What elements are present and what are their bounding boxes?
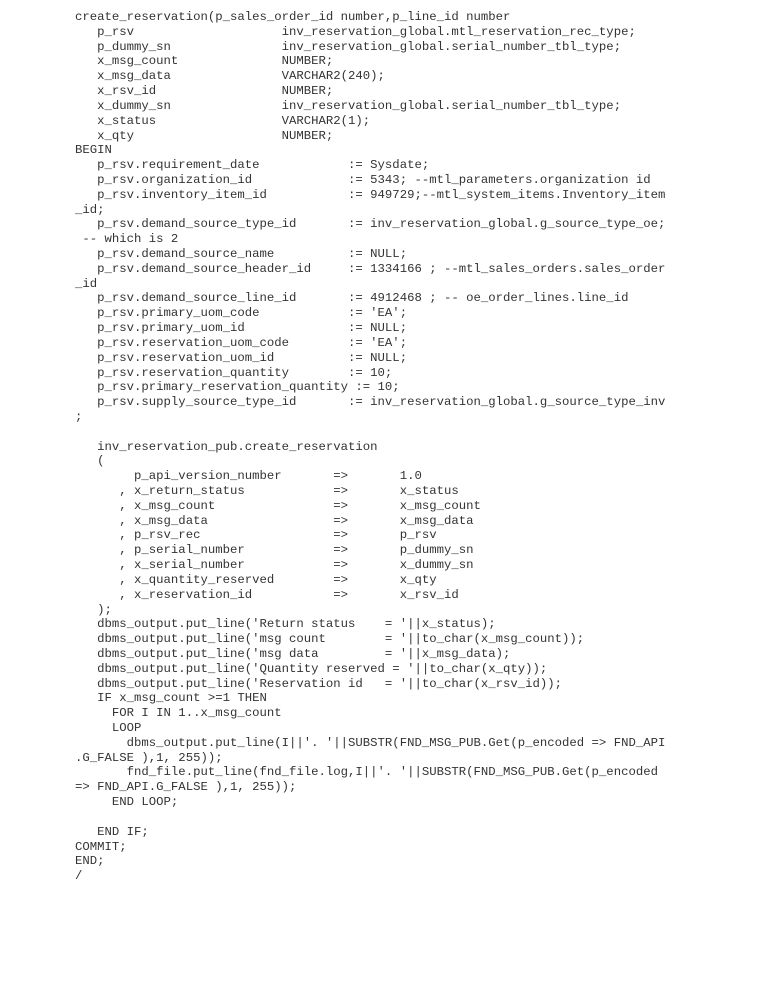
code-line: p_rsv.inventory_item_id := 949729;--mtl_system_items.Inventory_item bbox=[75, 187, 666, 202]
code-line bbox=[75, 810, 755, 825]
code-line: , x_serial_number => x_dummy_sn bbox=[75, 558, 474, 573]
code-line: , p_serial_number => p_dummy_sn bbox=[75, 543, 474, 558]
code-line: p_rsv.reservation_uom_code := 'EA'; bbox=[75, 335, 408, 350]
code-line: -- which is 2 bbox=[75, 232, 179, 247]
code-line: p_rsv.primary_reservation_quantity := 10; bbox=[75, 380, 400, 395]
code-line: x_msg_data VARCHAR2(240); bbox=[75, 69, 385, 84]
code-line: dbms_output.put_line('msg data = '||x_msg_data); bbox=[75, 646, 511, 661]
code-line: END; bbox=[75, 854, 105, 869]
code-line: p_rsv.reservation_uom_id := NULL; bbox=[75, 350, 408, 365]
code-line: p_rsv.requirement_date := Sysdate; bbox=[75, 158, 430, 173]
code-line: p_rsv.organization_id := 5343; --mtl_parameters.organization id bbox=[75, 172, 651, 187]
code-line: p_rsv.primary_uom_code := 'EA'; bbox=[75, 306, 408, 321]
code-line: END LOOP; bbox=[75, 795, 179, 810]
code-line: BEGIN bbox=[75, 143, 112, 158]
code-line: _id; bbox=[75, 202, 105, 217]
code-line: inv_reservation_pub.create_reservation bbox=[75, 439, 378, 454]
code-line: p_rsv inv_reservation_global.mtl_reservation_rec_type; bbox=[75, 24, 636, 39]
code-line: p_rsv.demand_source_header_id := 1334166 ; --mtl_sales_orders.sales_order bbox=[75, 261, 666, 276]
code-line: p_rsv.demand_source_type_id := inv_reservation_global.g_source_type_oe; bbox=[75, 217, 666, 232]
code-line: _id bbox=[75, 276, 98, 291]
code-line: IF x_msg_count >=1 THEN bbox=[75, 691, 267, 706]
code-line: dbms_output.put_line('msg count = '||to_char(x_msg_count)); bbox=[75, 632, 585, 647]
code-line: , p_rsv_rec => p_rsv bbox=[75, 528, 437, 543]
code-line: ( bbox=[75, 454, 105, 469]
code-line: , x_msg_count => x_msg_count bbox=[75, 498, 481, 513]
code-line: ); bbox=[75, 602, 112, 617]
code-line: LOOP bbox=[75, 721, 142, 735]
code-line: , x_msg_data => x_msg_data bbox=[75, 513, 474, 528]
code-line: p_rsv.demand_source_name := NULL; bbox=[75, 247, 408, 261]
code-line: ; bbox=[75, 409, 83, 424]
code-line: x_rsv_id NUMBER; bbox=[75, 84, 334, 99]
code-line: / bbox=[75, 869, 83, 884]
code-line: END IF; bbox=[75, 824, 149, 839]
code-line: dbms_output.put_line(I||'. '||SUBSTR(FND_MSG_PUB.Get(p_encoded => FND_API bbox=[75, 735, 666, 750]
code-line: , x_quantity_reserved => x_qty bbox=[75, 572, 437, 587]
code-line: dbms_output.put_line('Return status = '||x_status); bbox=[75, 617, 496, 632]
code-line: x_qty NUMBER; bbox=[75, 128, 334, 143]
code-line: p_api_version_number => 1.0 bbox=[75, 469, 422, 484]
code-line: p_rsv.demand_source_line_id := 4912468 ; -- oe_order_lines.line_id bbox=[75, 291, 629, 306]
code-line bbox=[75, 425, 755, 440]
code-line: FOR I IN 1..x_msg_count bbox=[75, 706, 282, 721]
code-line: x_dummy_sn inv_reservation_global.serial_number_tbl_type; bbox=[75, 98, 622, 113]
code-line: create_reservation(p_sales_order_id number,p_line_id number bbox=[75, 10, 511, 24]
code-line: fnd_file.put_line(fnd_file.log,I||'. '||SUBSTR(FND_MSG_PUB.Get(p_encoded bbox=[75, 765, 658, 780]
code-line: p_rsv.supply_source_type_id := inv_reservation_global.g_source_type_inv bbox=[75, 395, 666, 410]
code-line: p_rsv.primary_uom_id := NULL; bbox=[75, 321, 408, 336]
code-line: COMMIT; bbox=[75, 839, 127, 854]
code-line: x_msg_count NUMBER; bbox=[75, 54, 334, 69]
code-line: dbms_output.put_line('Quantity reserved = '||to_char(x_qty)); bbox=[75, 661, 548, 676]
code-line: , x_return_status => x_status bbox=[75, 484, 459, 498]
code-line: => FND_API.G_FALSE ),1, 255)); bbox=[75, 780, 297, 795]
code-line: dbms_output.put_line('Reservation id = '||to_char(x_rsv_id)); bbox=[75, 676, 563, 691]
code-line: p_rsv.reservation_quantity := 10; bbox=[75, 365, 393, 380]
code-line: p_dummy_sn inv_reservation_global.serial_number_tbl_type; bbox=[75, 39, 622, 54]
code-line: x_status VARCHAR2(1); bbox=[75, 113, 371, 128]
code-line: .G_FALSE ),1, 255)); bbox=[75, 750, 223, 765]
code-line: , x_reservation_id => x_rsv_id bbox=[75, 587, 459, 602]
code-listing bbox=[75, 10, 755, 884]
